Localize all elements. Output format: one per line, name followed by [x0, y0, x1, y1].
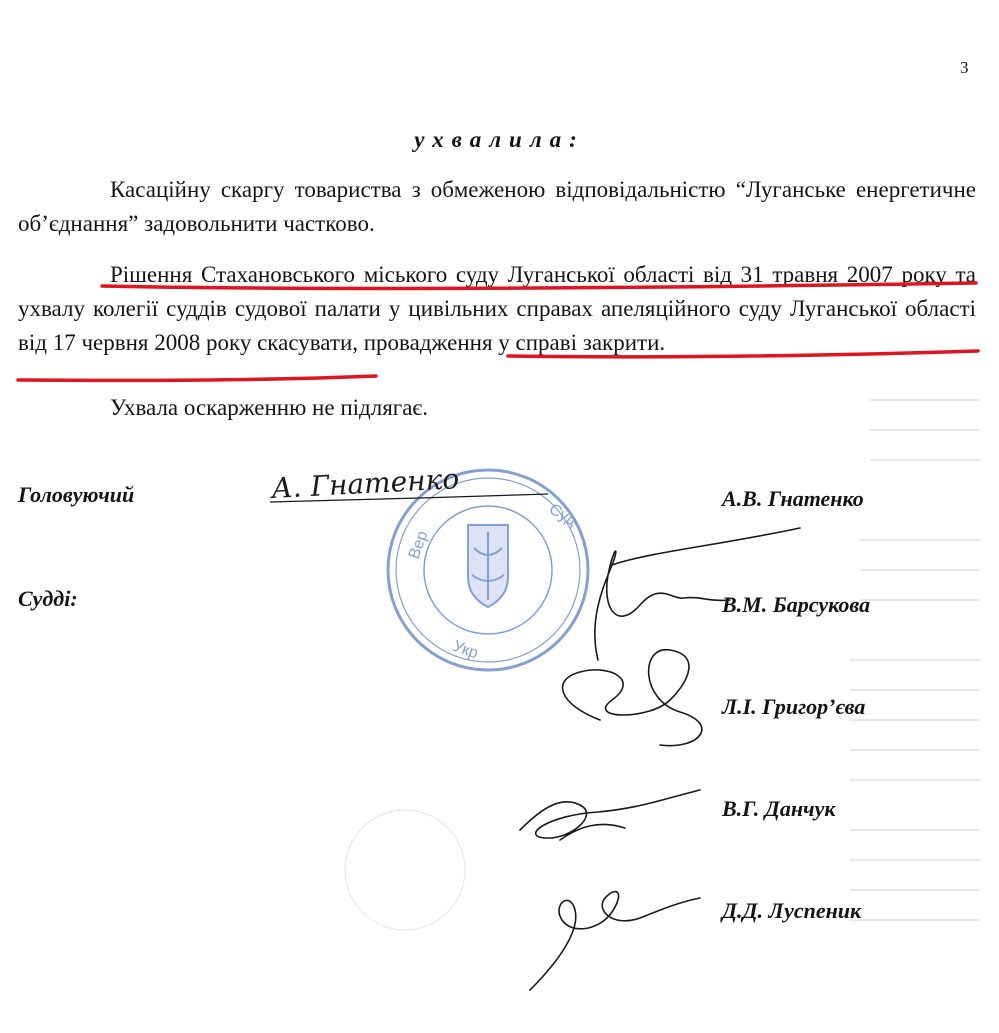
judge-name-3: Л.І. Григор’єва: [722, 694, 866, 719]
underline-3: [18, 376, 376, 380]
role-presiding: Головуючий: [18, 482, 135, 507]
signature-danchuk: [520, 790, 700, 840]
signature-luspenyk: [530, 892, 700, 990]
paragraph-decision-cancelled: Рішення Стахановського міського суду Луганської області від 31 травня 2007 року та ухвалу колегії суддів судової палати у цивільних справах апеляційного суду Луганської області від 17 червня 2008 року скасувати, провадження у справі закрити.: [18, 262, 976, 355]
svg-text:Вер: Вер: [405, 528, 432, 562]
paragraph-appeal-granted: Касаційну скаргу товариства з обмеженою відповідальністю “Луганське енергетичне об’єднання” задовольнити частково.: [18, 177, 976, 236]
judge-name-1: А.В. Гнатенко: [722, 486, 864, 511]
paragraph-not-appealable: Ухвала оскарженню не підлягає.: [110, 395, 429, 420]
svg-text:Суд: Суд: [546, 500, 580, 530]
role-judges: Судді:: [18, 586, 78, 611]
svg-text:Укр: Укр: [450, 637, 481, 663]
judge-name-5: Д.Д. Луспеник: [722, 898, 862, 923]
presiding-signature-text: А. Гнатенко: [270, 462, 460, 505]
heading-resolved: ухвалила:: [414, 127, 585, 152]
page-number: 3: [960, 58, 969, 77]
judge-name-4: В.Г. Данчук: [722, 796, 836, 821]
signature-hryhorieva: [563, 650, 702, 746]
presiding-handwritten-signature: [269, 462, 548, 505]
judge-name-2: В.М. Барсукова: [722, 592, 871, 617]
court-seal-stamp: [388, 470, 588, 670]
